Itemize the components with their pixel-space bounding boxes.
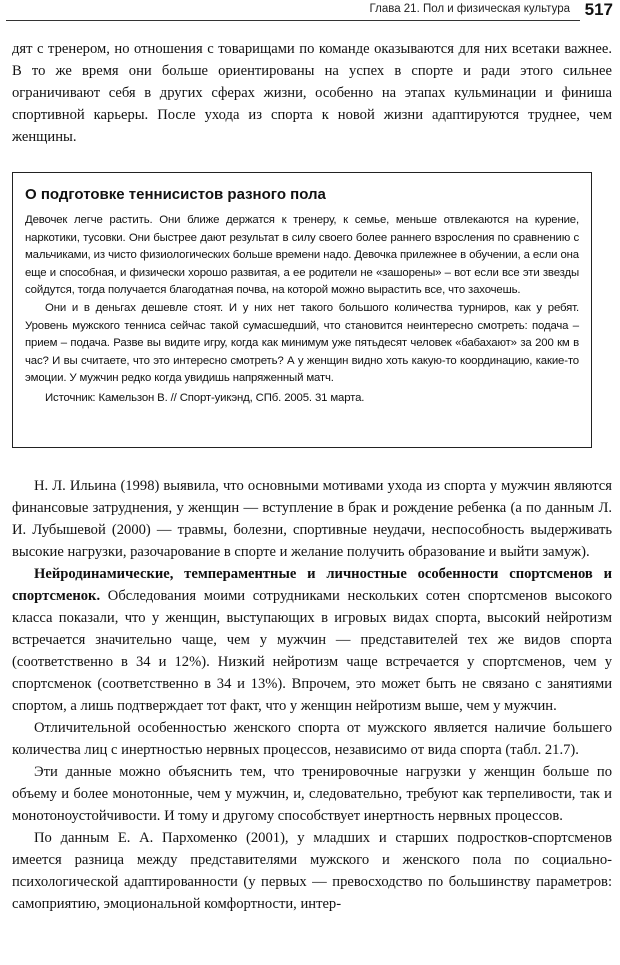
box-source: Источник: Камельзон В. // Спорт-уикэнд, СПб. 2005. 31 марта. (45, 391, 365, 404)
running-head (0, 0, 620, 20)
paragraph-motives: Н. Л. Ильина (1998) выявила, что основными мотивами ухода из спорта у мужчин являются финансовые затруднения, у женщин — вступление в брак и рождение ребенка (а по данным Л. И. Лубышевой (2000) — травмы, болезни, спортивные неудачи, неспособность выдерживать высокие нагрузки, разочарование в спорте и желание получить образование и выйти замуж). (12, 478, 612, 560)
main-text-block (12, 475, 612, 915)
paragraph-neurodynamic-text: Обследования моими сотрудниками нескольких сотен спортсменов высокого класса показали, что у женщин, выступающих в игровых видах спорта, высокий нейротизм встречается значительно чаще, чем у мужчин — представителей тех же видов спорта (соответственно в 34 и 12%). Низкий нейротизм чаще встречается у спортсменов, чем у спортсменок (соответственно в 34 и 13%). Впрочем, это может быть не связано с занятиями спортом, а лишь подтверждает тот факт, что у женщин нейротизм выше, чем у мужчин. (12, 588, 612, 714)
box-title: О подготовке теннисистов разного пола (25, 186, 326, 203)
header-rule (6, 20, 580, 21)
sidebar-box (12, 172, 592, 448)
box-paragraph-2: Они и в деньгах дешевле стоят. И у них нет такого большого количества турниров, как у ребят. Уровень мужского тенниса сейчас такой сумасшедший, что становится неинтересно смотреть: подача – прием – подача. Разве вы видите игру, когда как минимум уже пятьдесят человек «бабахают» за 200 км в час? И вы считаете, что это интересно смотреть? А у женщин видно хоть какую-то координацию, какие-то эмоции. У мужчин редко когда увидишь напряженный матч. (25, 301, 579, 385)
paragraph-explanation: Эти данные можно объяснить тем, что тренировочные нагрузки у женщин больше по объему и более монотонные, чем у мужчин, и, следовательно, требуют как терпеливости, так и монотоноустойчивости. И тому и другому способствует инертность нервных процессов. (12, 764, 612, 824)
section-heading: Нейродинамические, темпераментные и личностные особенности спортсменов и спортсменок. (12, 566, 612, 604)
page-number: 517 (584, 0, 613, 19)
paragraph-inertness: Отличительной особенностью женского спорта от мужского является наличие большего количества лиц с инертностью нервных процессов, независимо от вида спорта (табл. 21.7). (12, 720, 612, 758)
top-text-block (12, 38, 612, 148)
paragraph-neurodynamic (12, 563, 612, 717)
chapter-title: Глава 21. Пол и физическая культура (369, 3, 570, 15)
paragraph-adaptation: По данным Е. А. Пархоменко (2001), у младших и старших подростков-спортсменов имеется разница между представителями мужского и женского пола по социально-психологической адаптированности (у первых — превосходство по большинству параметров: самоприятию, эмоциональной комфортности, интер- (12, 830, 612, 912)
box-paragraph-1: Девочек легче растить. Они ближе держатся к тренеру, к семье, меньше отвлекаются на курение, наркотики, тусовки. Они быстрее дают результат в силу своего более раннего взросления по сравнению с мальчиками, из чисто физиологических больше времени надо. Девочка прилежнее в обучении, а если она еще и способная, и физически хорошо развитая, а ее родители не «зашорены» – вот если все эти звезды сойдутся, тогда получается благодатная почва, на которой можно вырастить все, что захочешь. (25, 214, 579, 297)
continued-paragraph: дят с тренером, но отношения с товарищами по команде оказываются для них всетаки важнее. В то же время они больше ориентированы на успех в спорте и ради этого сильнее ограничивают себя в других сферах жизни, особенно на этапах кульминации и финиша спортивной карьеры. После ухода из спорта к новой жизни адаптируются труднее, чем женщины. (12, 41, 612, 145)
